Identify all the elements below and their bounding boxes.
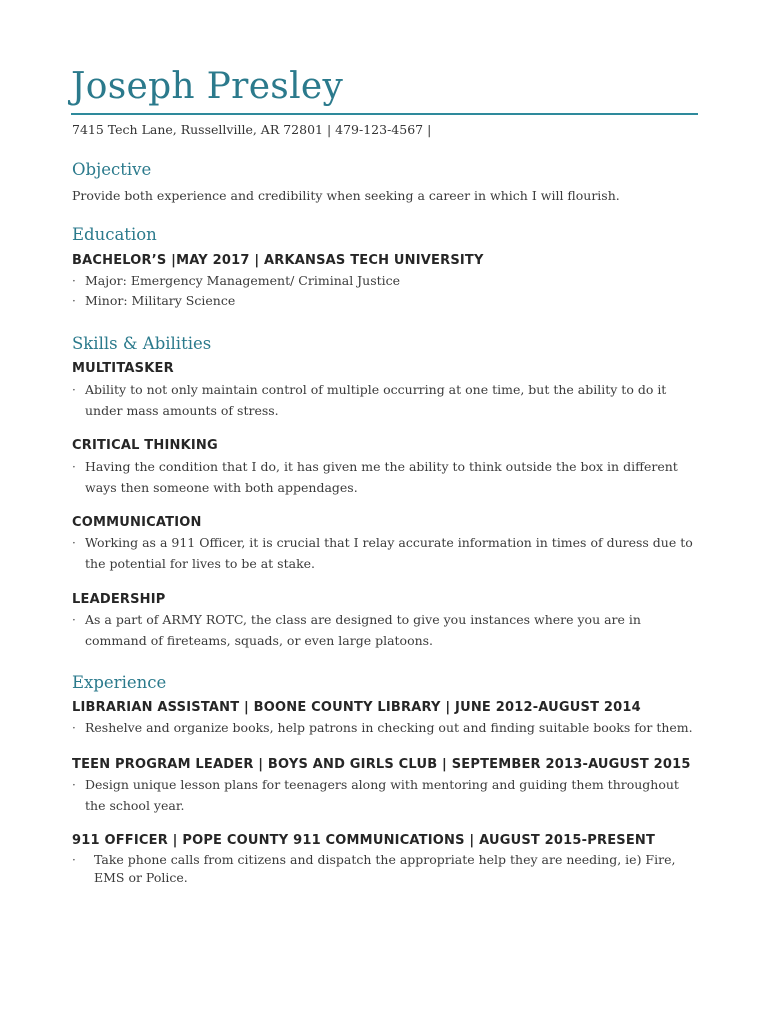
- bullet-dot: ·: [72, 613, 76, 627]
- skill-bullet: [72, 380, 702, 421]
- education-bullet-minor: [72, 291, 702, 312]
- skill-title: COMMUNICATION: [72, 515, 202, 530]
- header-divider: [71, 113, 698, 115]
- education-bullet-major: [72, 271, 702, 292]
- bullet-dot: ·: [72, 460, 76, 474]
- skill-bullet: [72, 610, 702, 651]
- bullet-dot: ·: [72, 383, 76, 397]
- skill-title: MULTITASKER: [72, 361, 174, 376]
- education-bullet-text: Minor: Military Science: [85, 293, 236, 308]
- bullet-dot: ·: [72, 778, 76, 792]
- skills-heading: Skills & Abilities: [72, 334, 212, 353]
- education-heading: Education: [72, 225, 157, 244]
- job-bullet: [72, 851, 702, 887]
- job-title: LIBRARIAN ASSISTANT | BOONE COUNTY LIBRARY | JUNE 2012-AUGUST 2014: [72, 700, 641, 715]
- job-bullet-text: Reshelve and organize books, help patrons in checking out and finding suitable books for them.: [85, 720, 693, 735]
- skill-bullet-text: Working as a 911 Officer, it is crucial that I relay accurate information in times of duress due to the potential for lives to be at stake.: [85, 535, 693, 571]
- bullet-dot: ·: [72, 536, 76, 550]
- bullet-dot: ·: [72, 853, 76, 867]
- contact-line: 7415 Tech Lane, Russellville, AR 72801 | 479-123-4567 |: [72, 122, 432, 137]
- skill-title: LEADERSHIP: [72, 592, 166, 607]
- skill-bullet-text: Having the condition that I do, it has given me the ability to think outside the box in different ways then someone with both appendages.: [85, 459, 678, 495]
- skill-bullet: [72, 457, 702, 498]
- experience-heading: Experience: [72, 673, 167, 692]
- job-bullet: [72, 775, 702, 816]
- skill-bullet: [72, 533, 702, 574]
- job-title: 911 OFFICER | POPE COUNTY 911 COMMUNICATIONS | AUGUST 2015-PRESENT: [72, 833, 656, 848]
- job-bullet: [72, 718, 702, 739]
- bullet-dot: ·: [72, 294, 76, 308]
- skill-bullet-text: As a part of ARMY ROTC, the class are designed to give you instances where you are in command of fireteams, squads, or even large platoons.: [85, 612, 641, 648]
- bullet-dot: ·: [72, 721, 76, 735]
- objective-heading: Objective: [72, 160, 152, 179]
- job-title: TEEN PROGRAM LEADER | BOYS AND GIRLS CLUB | SEPTEMBER 2013-AUGUST 2015: [72, 757, 691, 772]
- skill-bullet-text: Ability to not only maintain control of multiple occurring at one time, but the ability to do it under mass amounts of stress.: [85, 382, 667, 418]
- job-bullet-text: Design unique lesson plans for teenagers along with mentoring and guiding them throughout the school year.: [85, 777, 679, 813]
- objective-text: Provide both experience and credibility when seeking a career in which I will flourish.: [72, 188, 620, 203]
- bullet-dot: ·: [72, 274, 76, 288]
- skill-title: CRITICAL THINKING: [72, 438, 218, 453]
- education-bullet-text: Major: Emergency Management/ Criminal Justice: [85, 273, 401, 288]
- resume-name: Joseph Presley: [71, 66, 344, 107]
- education-entry-title: BACHELOR’S |MAY 2017 | ARKANSAS TECH UNIVERSITY: [72, 253, 484, 268]
- job-bullet-text: Take phone calls from citizens and dispatch the appropriate help they are needing, ie) Fire, EMS or Police.: [94, 852, 676, 885]
